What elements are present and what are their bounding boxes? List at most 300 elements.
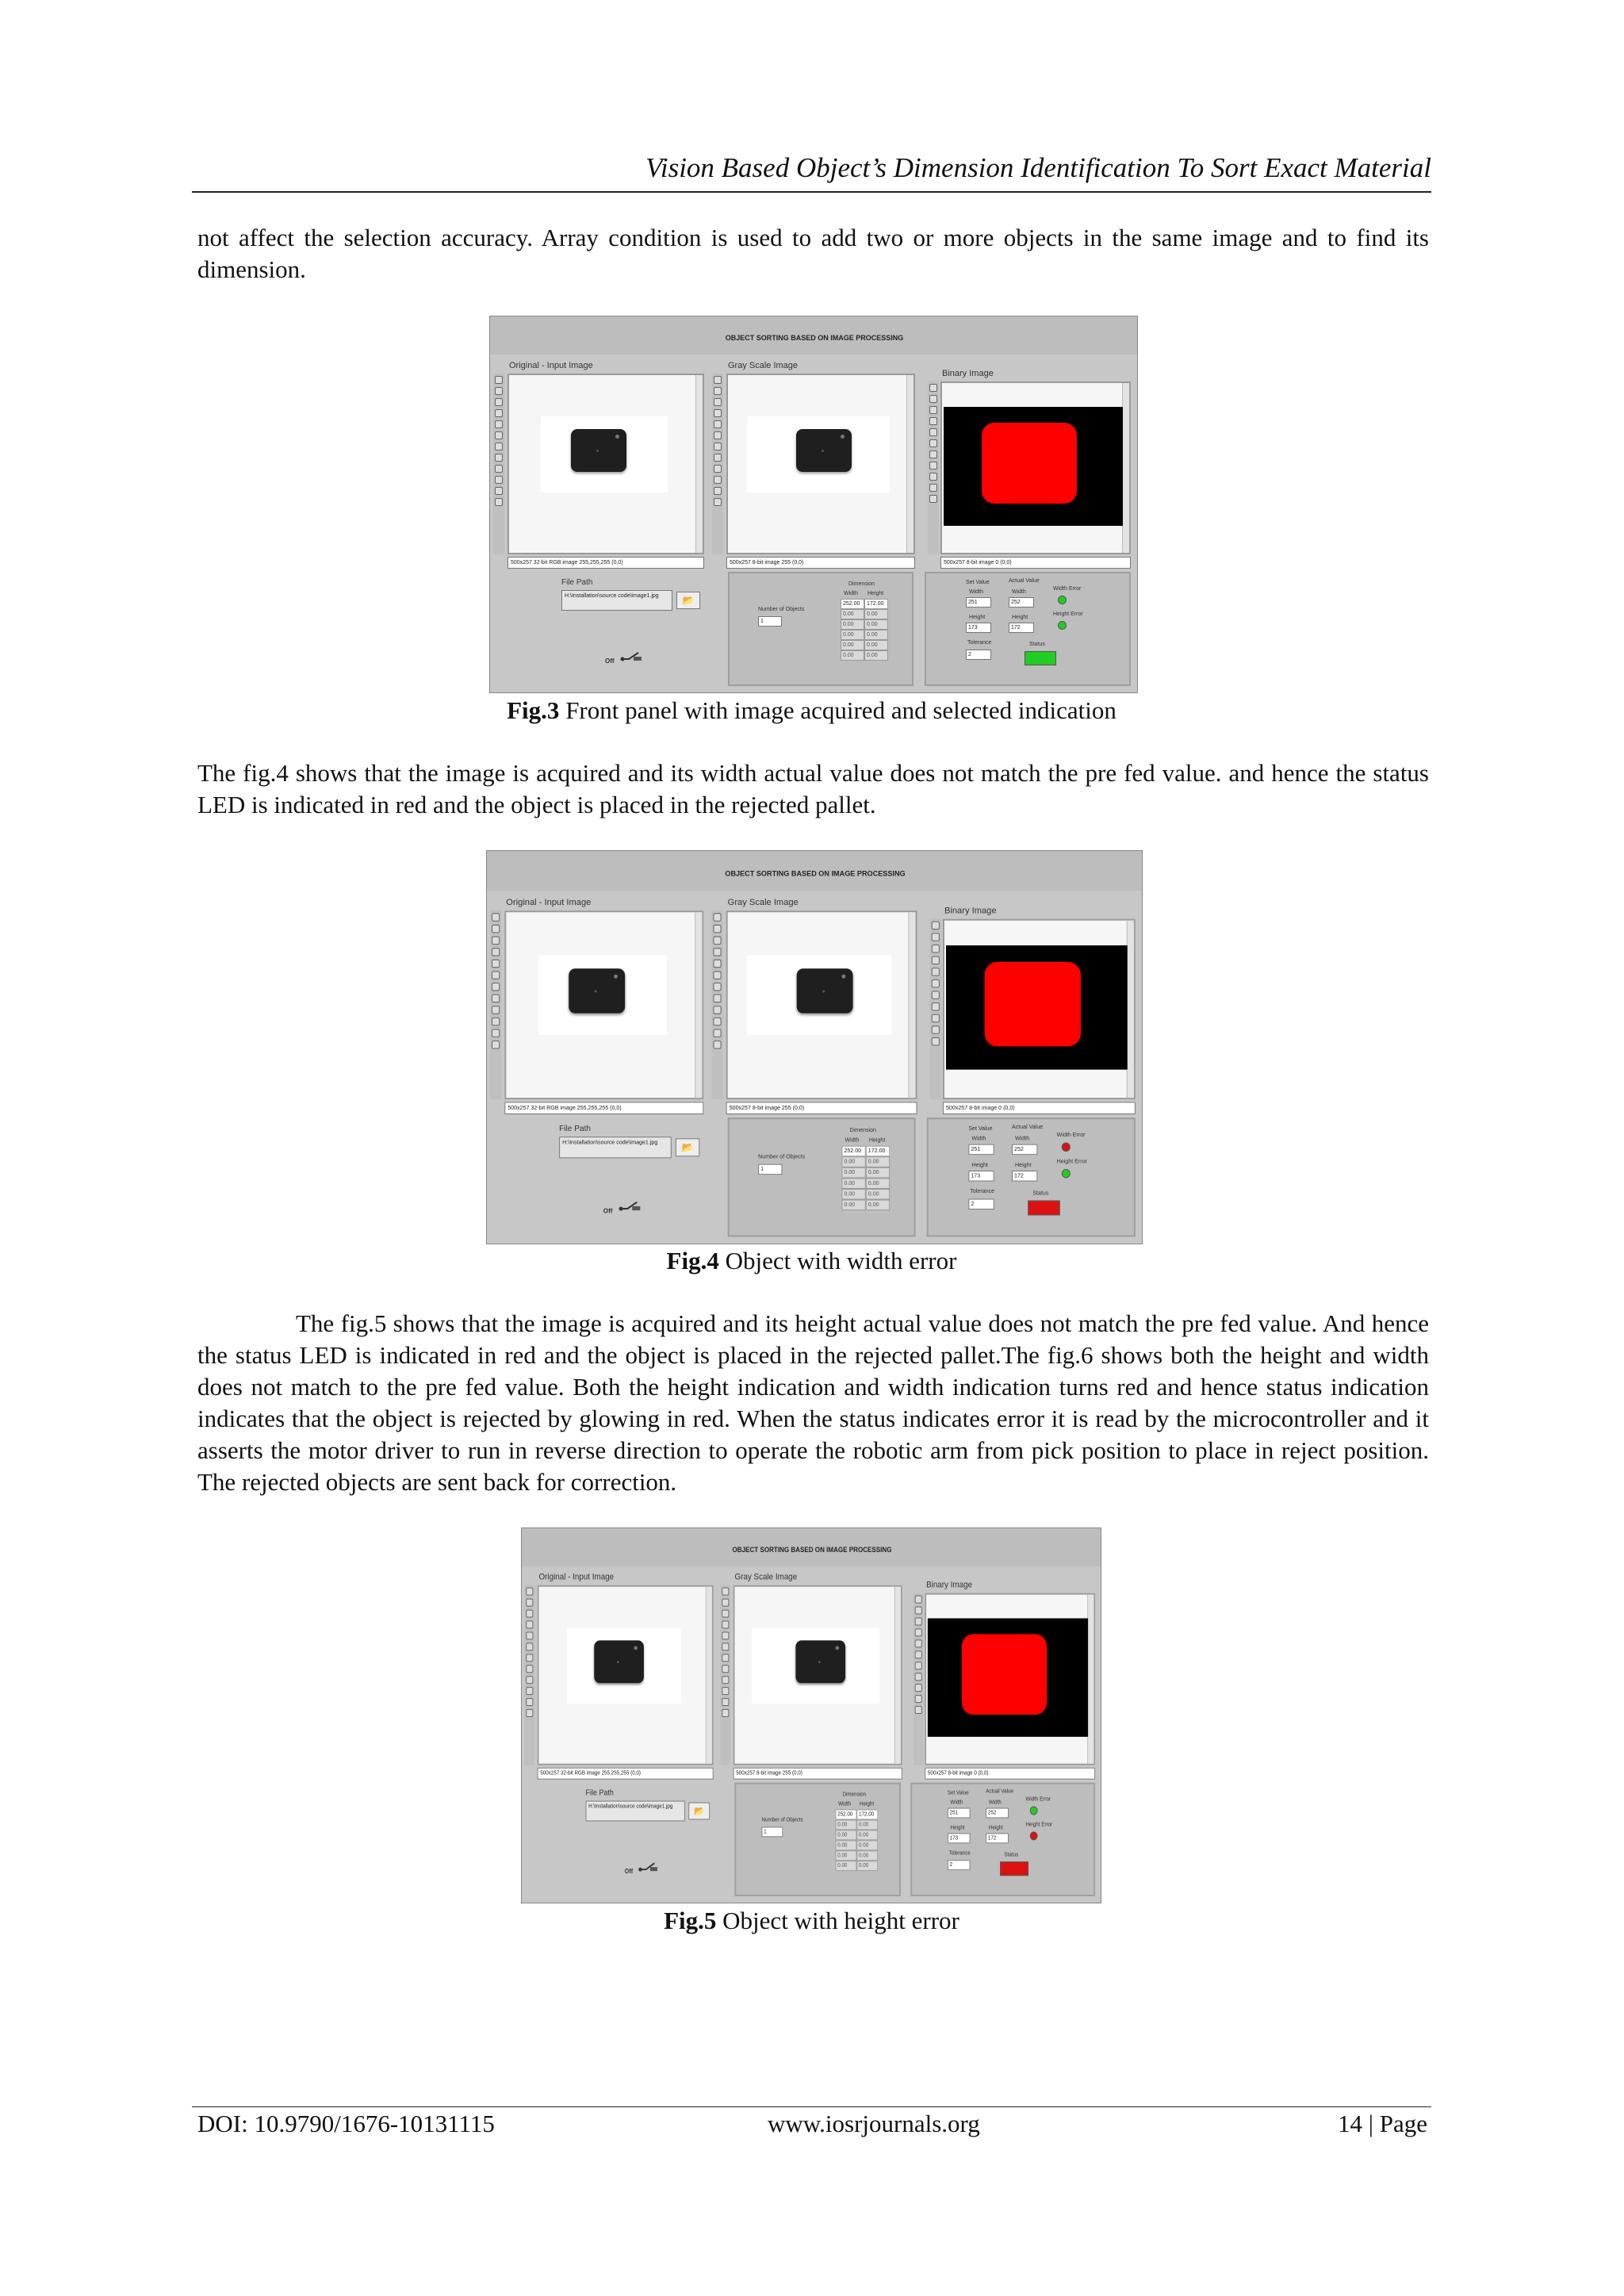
dimension-grid-cell: 0.00: [841, 1156, 865, 1167]
polygon-tool-icon[interactable]: [492, 983, 500, 991]
pan-icon[interactable]: [713, 925, 721, 933]
original-image-content: [567, 1627, 680, 1704]
binary-image-info: 500x257 8-bit image 0 (0,0): [925, 1768, 1095, 1780]
annulus-tool-icon[interactable]: [492, 1006, 500, 1014]
polygon-tool-icon[interactable]: [929, 450, 937, 458]
off-label: Off: [624, 1868, 634, 1876]
line-tool-icon[interactable]: [714, 409, 722, 417]
power-switch[interactable]: [618, 1199, 642, 1216]
polygon-tool-icon[interactable]: [495, 443, 503, 450]
off-label: Off: [603, 1206, 613, 1215]
rotated-rect-tool-icon[interactable]: [915, 1695, 922, 1703]
rotated-rect-tool-icon[interactable]: [495, 476, 503, 484]
line-tool-icon[interactable]: [722, 1621, 729, 1629]
oval-tool-icon[interactable]: [713, 971, 721, 979]
camera-object-gray: [797, 968, 853, 1013]
annulus-tool-icon[interactable]: [526, 1676, 533, 1684]
dimension-grid-cell: 0.00: [864, 609, 888, 619]
binary-image-content: [928, 1619, 1088, 1737]
file-path-input[interactable]: H:\Installation\source code\image1.jpg: [586, 1801, 685, 1822]
dimension-grid-cell: 0.00: [836, 1819, 857, 1830]
actual-height-label: Height: [988, 1825, 1003, 1831]
tolerance-label: Tolerance: [967, 640, 992, 646]
original-image-display[interactable]: [538, 1585, 714, 1765]
dimension-section: [728, 572, 914, 686]
set-width-input[interactable]: 251: [966, 597, 991, 608]
selection-tool-icon[interactable]: [713, 1029, 721, 1037]
point-tool-icon[interactable]: [713, 937, 721, 945]
gray-image-scrollbar[interactable]: [894, 1587, 901, 1764]
dimension-height-value: 172.00: [866, 1146, 890, 1157]
selection-tool-icon[interactable]: [495, 487, 503, 495]
selection-tool-icon[interactable]: [915, 1706, 922, 1714]
binary-image-label: Binary Image: [942, 369, 994, 378]
zoom-icon[interactable]: [713, 913, 721, 921]
original-image-info: 500x257 32-bit RGB image 255,255,255 (0,0): [508, 557, 704, 569]
paragraph-3: [197, 1308, 1429, 1498]
gray-image-label: Gray Scale Image: [734, 1572, 798, 1582]
gray-image-label: Gray Scale Image: [728, 361, 799, 370]
rectangle-tool-icon[interactable]: [915, 1639, 922, 1647]
polygon-tool-icon[interactable]: [915, 1662, 922, 1669]
header-rule: [192, 191, 1431, 193]
gray-image-content: [747, 956, 891, 1035]
rectangle-tool-icon[interactable]: [526, 1631, 533, 1639]
dimension-grid-cell: 0.00: [841, 1200, 865, 1211]
original-image-label: Original - Input Image: [538, 1572, 615, 1582]
oval-tool-icon[interactable]: [492, 971, 500, 979]
zoom-icon[interactable]: [932, 922, 940, 930]
pan-icon[interactable]: [722, 1599, 729, 1607]
original-image-display[interactable]: [508, 374, 704, 554]
freehand-tool-icon[interactable]: [932, 1002, 940, 1010]
file-path-input[interactable]: H:\Installation\source code\image1.jpg: [561, 590, 672, 611]
height-error-led: [1030, 1831, 1038, 1840]
dimension-grid-cell: 0.00: [841, 1167, 865, 1179]
annulus-tool-icon[interactable]: [929, 473, 937, 481]
freehand-tool-icon[interactable]: [492, 995, 500, 1002]
binary-image-toolbar[interactable]: [928, 381, 939, 554]
set-height-input[interactable]: 173: [968, 1171, 994, 1182]
annulus-tool-icon[interactable]: [713, 1006, 721, 1014]
figure-3-panel: [489, 316, 1138, 693]
set-height-label: Height: [950, 1825, 965, 1831]
dimension-height-value: 172.00: [864, 599, 888, 609]
figure-3-caption: [192, 695, 1431, 726]
line-tool-icon[interactable]: [495, 409, 503, 417]
dimension-height-value: 172.00: [856, 1810, 878, 1820]
figure-3-caption-text: Front panel with image acquired and selected indication: [565, 696, 1116, 724]
off-label: Off: [605, 657, 615, 665]
width-error-label: Width Error: [1056, 1133, 1086, 1139]
figure-5-panel: [521, 1527, 1101, 1903]
line-tool-icon[interactable]: [713, 948, 721, 956]
gray-image-content: [747, 416, 890, 493]
gray-image-toolbar[interactable]: [711, 910, 722, 1099]
rectangle-tool-icon[interactable]: [929, 428, 937, 436]
gray-image-info: 500x257 8-bit image 255 (0,0): [726, 557, 915, 569]
broken-line-tool-icon[interactable]: [722, 1709, 729, 1717]
original-image-content: [538, 956, 667, 1035]
paragraph-1-text: not affect the selection accuracy. Array condition is used to add two or more objects in the same image and to find its dimension.: [197, 224, 1429, 283]
status-label: Status: [1032, 1190, 1049, 1197]
set-value-label: Set Value: [966, 580, 990, 585]
width-error-led: [1030, 1807, 1038, 1815]
number-of-objects-label: Number of Objects: [758, 607, 805, 612]
broken-line-tool-icon[interactable]: [714, 498, 722, 506]
rotated-rect-tool-icon[interactable]: [526, 1687, 533, 1695]
dimension-grid-cell: 0.00: [841, 650, 864, 661]
binary-image-info: 500x257 8-bit image 0 (0,0): [943, 1102, 1136, 1114]
point-tool-icon[interactable]: [722, 1610, 729, 1618]
pan-icon[interactable]: [495, 387, 503, 395]
set-value-label: Set Value: [968, 1125, 993, 1132]
binary-image-scrollbar[interactable]: [1122, 383, 1129, 553]
gray-image-scrollbar[interactable]: [906, 375, 914, 553]
dimension-grid-cell: 0.00: [856, 1819, 878, 1830]
dimension-grid-cell: 0.00: [836, 1861, 857, 1871]
status-indicator: [1028, 1201, 1059, 1216]
power-switch[interactable]: [619, 650, 643, 665]
width-error-label: Width Error: [1053, 586, 1082, 592]
height-error-led: [1062, 1169, 1071, 1178]
dimension-width-header: Width: [845, 1137, 860, 1144]
gray-image-toolbar[interactable]: [721, 1585, 731, 1765]
point-tool-icon[interactable]: [492, 937, 500, 945]
original-image-info: 500x257 32-bit RGB image 255,255,255 (0,0): [504, 1102, 703, 1114]
point-tool-icon[interactable]: [526, 1610, 533, 1618]
rotated-rect-tool-icon[interactable]: [492, 1018, 500, 1025]
gray-image-display[interactable]: [726, 910, 917, 1099]
original-image-scrollbar[interactable]: [695, 912, 702, 1098]
footer-site: www.iosrjournals.org: [768, 2110, 980, 2137]
power-switch[interactable]: [638, 1860, 659, 1876]
footer-rule: [192, 2106, 1431, 2107]
binary-image-content: [944, 407, 1123, 526]
pan-icon[interactable]: [932, 933, 940, 941]
selection-tool-icon[interactable]: [526, 1698, 533, 1706]
rectangle-tool-icon[interactable]: [492, 960, 500, 968]
broken-line-tool-icon[interactable]: [713, 1041, 721, 1048]
oval-tool-icon[interactable]: [526, 1642, 533, 1650]
annulus-tool-icon[interactable]: [932, 1014, 940, 1022]
pan-icon[interactable]: [714, 387, 722, 395]
set-height-input[interactable]: 173: [966, 623, 991, 633]
line-tool-icon[interactable]: [915, 1628, 922, 1636]
gray-image-display[interactable]: [726, 374, 915, 554]
selection-tool-icon[interactable]: [714, 487, 722, 495]
camera-object-gray: [795, 1640, 845, 1683]
dimension-grid-cell: 0.00: [841, 640, 864, 650]
set-height-input[interactable]: 173: [948, 1833, 971, 1843]
pan-icon[interactable]: [929, 395, 937, 403]
oval-tool-icon[interactable]: [714, 431, 722, 439]
oval-tool-icon[interactable]: [932, 979, 940, 987]
gray-image-toolbar[interactable]: [712, 374, 723, 554]
annulus-tool-icon[interactable]: [495, 465, 503, 473]
polygon-tool-icon[interactable]: [714, 443, 722, 450]
set-height-label: Height: [971, 1162, 988, 1168]
polygon-tool-icon[interactable]: [526, 1654, 533, 1662]
line-tool-icon[interactable]: [929, 417, 937, 425]
dimension-grid-cell: 0.00: [866, 1178, 890, 1189]
dimension-grid-cell: 0.00: [864, 650, 888, 661]
set-width-input[interactable]: 251: [968, 1144, 994, 1156]
binary-image-display[interactable]: [940, 381, 1131, 554]
line-tool-icon[interactable]: [492, 948, 500, 956]
tolerance-input[interactable]: 2: [948, 1860, 971, 1870]
figure-5-caption: [192, 1905, 1431, 1937]
binary-image-label: Binary Image: [926, 1580, 973, 1590]
binary-image-toolbar[interactable]: [930, 919, 941, 1100]
binary-image-scrollbar[interactable]: [1087, 1595, 1094, 1764]
dimension-grid-cell: 0.00: [866, 1189, 890, 1200]
annulus-tool-icon[interactable]: [722, 1676, 729, 1684]
oval-tool-icon[interactable]: [495, 431, 503, 439]
dimension-label: Dimension: [842, 1792, 867, 1798]
rotated-rect-tool-icon[interactable]: [932, 1025, 940, 1033]
set-width-label: Width: [971, 1136, 986, 1142]
polygon-tool-icon[interactable]: [722, 1654, 729, 1662]
tolerance-input[interactable]: 2: [966, 650, 991, 660]
original-image-toolbar[interactable]: [490, 910, 501, 1099]
rectangle-tool-icon[interactable]: [722, 1631, 729, 1639]
number-of-objects-label: Number of Objects: [761, 1817, 803, 1823]
actual-width-value: 252: [1009, 597, 1034, 608]
selection-tool-icon[interactable]: [932, 1037, 940, 1045]
actual-width-value: 252: [1012, 1144, 1037, 1156]
dimension-width-header: Width: [838, 1801, 852, 1807]
panel-inner: [522, 1528, 1101, 1903]
selection-tool-icon[interactable]: [929, 495, 937, 503]
dimension-width-value: 252.00: [841, 599, 864, 609]
browse-folder-button[interactable]: 📂: [676, 1138, 699, 1156]
actual-height-value: 172: [1009, 623, 1034, 633]
rectangle-tool-icon[interactable]: [932, 968, 940, 976]
freehand-tool-icon[interactable]: [714, 454, 722, 462]
binary-image-content: [946, 945, 1128, 1070]
dimension-grid-cell: 0.00: [841, 630, 864, 640]
binary-image-display[interactable]: [943, 919, 1136, 1100]
binary-image-label: Binary Image: [944, 905, 997, 916]
original-image-toolbar[interactable]: [493, 374, 504, 554]
dimension-grid-cell: 0.00: [841, 1189, 865, 1200]
dimension-grid-cell: 0.00: [864, 619, 888, 630]
zoom-icon[interactable]: [714, 376, 722, 384]
rectangle-tool-icon[interactable]: [495, 420, 503, 428]
browse-folder-button[interactable]: 📂: [688, 1803, 710, 1820]
line-tool-icon[interactable]: [526, 1621, 533, 1629]
point-tool-icon[interactable]: [495, 398, 503, 406]
dimension-grid-cell: 0.00: [836, 1830, 857, 1840]
zoom-icon[interactable]: [495, 376, 503, 384]
rectangle-tool-icon[interactable]: [714, 420, 722, 428]
actual-width-label: Width: [988, 1800, 1002, 1806]
freehand-tool-icon[interactable]: [722, 1665, 729, 1673]
rotated-rect-tool-icon[interactable]: [713, 1018, 721, 1025]
zoom-icon[interactable]: [526, 1588, 533, 1596]
annulus-tool-icon[interactable]: [714, 465, 722, 473]
height-error-label: Height Error: [1053, 611, 1083, 617]
dimension-grid-cell: 0.00: [836, 1840, 857, 1850]
gray-image-scrollbar[interactable]: [908, 912, 915, 1098]
dimension-grid-cell: 0.00: [866, 1156, 890, 1167]
actual-width-label: Width: [1015, 1136, 1030, 1142]
annulus-tool-icon[interactable]: [915, 1684, 922, 1692]
dimension-section: [734, 1783, 900, 1896]
paragraph-1: [197, 222, 1429, 286]
dimension-grid-cell: 0.00: [866, 1200, 890, 1211]
freehand-tool-icon[interactable]: [495, 454, 503, 462]
figure-5-caption-text: Object with height error: [722, 1907, 959, 1934]
camera-object: [594, 1640, 644, 1683]
panel-title: OBJECT SORTING BASED ON IMAGE PROCESSING: [732, 1545, 892, 1554]
point-tool-icon[interactable]: [714, 398, 722, 406]
freehand-tool-icon[interactable]: [713, 995, 721, 1002]
paragraph-2: [197, 757, 1429, 821]
dimension-height-header: Height: [868, 1137, 886, 1144]
original-image-scrollbar[interactable]: [706, 1587, 712, 1764]
file-path-label: File Path: [561, 578, 593, 587]
running-header: Vision Based Object’s Dimension Identification To Sort Exact Material: [645, 152, 1431, 183]
rotated-rect-tool-icon[interactable]: [722, 1687, 729, 1695]
original-image-label: Original - Input Image: [509, 361, 593, 370]
panel-title: OBJECT SORTING BASED ON IMAGE PROCESSING: [725, 334, 904, 342]
panel-inner: [487, 851, 1143, 1244]
dimension-height-header: Height: [859, 1801, 875, 1807]
actual-height-label: Height: [1012, 615, 1028, 620]
file-path-input[interactable]: H:\Installation\source code\image1.jpg: [559, 1137, 672, 1158]
line-tool-icon[interactable]: [932, 956, 940, 964]
point-tool-icon[interactable]: [932, 945, 940, 953]
dimension-label: Dimension: [848, 581, 875, 587]
paragraph-2-text: The fig.4 shows that the image is acquired and its width actual value does not match the pre fed value. and hence the status LED is indicated in red and the object is placed in the rejected pallet.: [197, 759, 1429, 818]
binary-image-scrollbar[interactable]: [1127, 921, 1134, 1098]
zoom-icon[interactable]: [492, 913, 500, 921]
original-image-content: [541, 416, 668, 493]
tolerance-input[interactable]: 2: [968, 1199, 994, 1210]
actual-value-label: Actual Value: [1011, 1124, 1044, 1130]
dimension-grid-cell: 0.00: [841, 609, 864, 619]
gray-image-info: 500x257 8-bit image 255 (0,0): [726, 1102, 917, 1114]
broken-line-tool-icon[interactable]: [526, 1709, 533, 1717]
actual-value-label: Actual Value: [986, 1788, 1013, 1795]
original-image-display[interactable]: [504, 910, 703, 1099]
height-error-label: Height Error: [1025, 1822, 1053, 1828]
height-error-led: [1058, 621, 1067, 630]
dimension-grid-cell: 0.00: [856, 1840, 878, 1850]
polygon-tool-icon[interactable]: [713, 983, 721, 991]
camera-object: [569, 968, 625, 1013]
actual-value-label: Actual Value: [1009, 578, 1040, 584]
dimension-grid-cell: 0.00: [841, 619, 864, 630]
panel-title: OBJECT SORTING BASED ON IMAGE PROCESSING: [725, 868, 906, 878]
pan-icon[interactable]: [492, 925, 500, 933]
width-error-led: [1058, 596, 1067, 604]
figure-4-panel: [486, 850, 1143, 1244]
status-indicator: [1000, 1861, 1028, 1876]
tolerance-label: Tolerance: [948, 1850, 971, 1857]
figure-4-caption: [192, 1245, 1431, 1277]
actual-width-value: 252: [986, 1808, 1009, 1819]
binary-object-blob: [985, 962, 1081, 1047]
dimension-grid-cell: 0.00: [864, 630, 888, 640]
set-width-input[interactable]: 251: [948, 1808, 971, 1819]
rectangle-tool-icon[interactable]: [713, 960, 721, 968]
width-error-label: Width Error: [1025, 1796, 1051, 1803]
paragraph-3-text: The fig.5 shows that the image is acquired and its height actual value does not match the pre fed value. And hence the status LED is indicated in red and the object is placed in the rejected pallet.The fig.6 shows both the height and width does not match to the pre fed value. Both the height indication and width indication turns red and hence status indication indicates that the object is rejected by glowing in red. When the status indicates error it is read by the microcontroller and it asserts the motor driver to run in reverse direction to operate the robotic arm from pick position to place in reject position. The rejected objects are sent back for correction.: [197, 1309, 1429, 1496]
rotated-rect-tool-icon[interactable]: [929, 484, 937, 492]
binary-object-blob: [982, 423, 1077, 504]
gray-image-display[interactable]: [733, 1585, 902, 1765]
set-value-section: [910, 1783, 1095, 1896]
freehand-tool-icon[interactable]: [915, 1673, 922, 1681]
oval-tool-icon[interactable]: [915, 1650, 922, 1658]
dimension-grid-cell: 0.00: [856, 1861, 878, 1871]
rotated-rect-tool-icon[interactable]: [714, 476, 722, 484]
broken-line-tool-icon[interactable]: [492, 1041, 500, 1048]
point-tool-icon[interactable]: [929, 406, 937, 414]
footer-doi: DOI: 10.9790/1676-10131115: [197, 2110, 495, 2137]
binary-image-toolbar[interactable]: [914, 1593, 924, 1765]
binary-image-display[interactable]: [925, 1593, 1095, 1765]
gray-image-label: Gray Scale Image: [727, 897, 799, 907]
original-image-toolbar[interactable]: [525, 1585, 535, 1765]
polygon-tool-icon[interactable]: [932, 991, 940, 999]
gray-image-content: [752, 1627, 879, 1704]
number-of-objects-value: 1: [758, 616, 782, 627]
dimension-grid-cell: 0.00: [856, 1850, 878, 1861]
zoom-icon[interactable]: [722, 1588, 729, 1596]
binary-image-info: 500x257 8-bit image 0 (0,0): [940, 557, 1131, 569]
actual-height-value: 172: [1012, 1171, 1037, 1182]
dimension-grid-cell: 0.00: [866, 1167, 890, 1179]
figure-4-caption-text: Object with width error: [725, 1247, 957, 1274]
selection-tool-icon[interactable]: [492, 1029, 500, 1037]
dimension-width-value: 252.00: [841, 1146, 865, 1157]
dimension-grid-cell: 0.00: [836, 1850, 857, 1861]
panel-inner: [490, 316, 1138, 693]
number-of-objects-label: Number of Objects: [758, 1154, 806, 1160]
pan-icon[interactable]: [915, 1607, 922, 1615]
zoom-icon[interactable]: [915, 1596, 922, 1604]
figure-3-label: Fig.3: [507, 696, 560, 724]
pan-icon[interactable]: [526, 1599, 533, 1607]
dimension-label: Dimension: [849, 1127, 877, 1134]
footer-page: 14 | Page: [1338, 2110, 1427, 2137]
broken-line-tool-icon[interactable]: [495, 498, 503, 506]
tolerance-label: Tolerance: [970, 1189, 995, 1195]
camera-object-gray: [796, 429, 852, 472]
point-tool-icon[interactable]: [915, 1618, 922, 1626]
selection-tool-icon[interactable]: [722, 1698, 729, 1706]
oval-tool-icon[interactable]: [929, 439, 937, 447]
file-path-label: File Path: [585, 1788, 614, 1798]
figure-4-label: Fig.4: [666, 1247, 719, 1274]
browse-folder-button[interactable]: 📂: [676, 592, 700, 609]
original-image-scrollbar[interactable]: [695, 375, 703, 553]
oval-tool-icon[interactable]: [722, 1642, 729, 1650]
set-value-label: Set Value: [947, 1790, 969, 1796]
zoom-icon[interactable]: [929, 384, 937, 392]
status-indicator: [1025, 651, 1056, 665]
dimension-grid-cell: 0.00: [841, 1178, 865, 1189]
number-of-objects-value: 1: [758, 1164, 782, 1175]
freehand-tool-icon[interactable]: [929, 462, 937, 470]
set-width-label: Width: [969, 589, 983, 595]
number-of-objects-value: 1: [761, 1826, 783, 1837]
freehand-tool-icon[interactable]: [526, 1665, 533, 1673]
